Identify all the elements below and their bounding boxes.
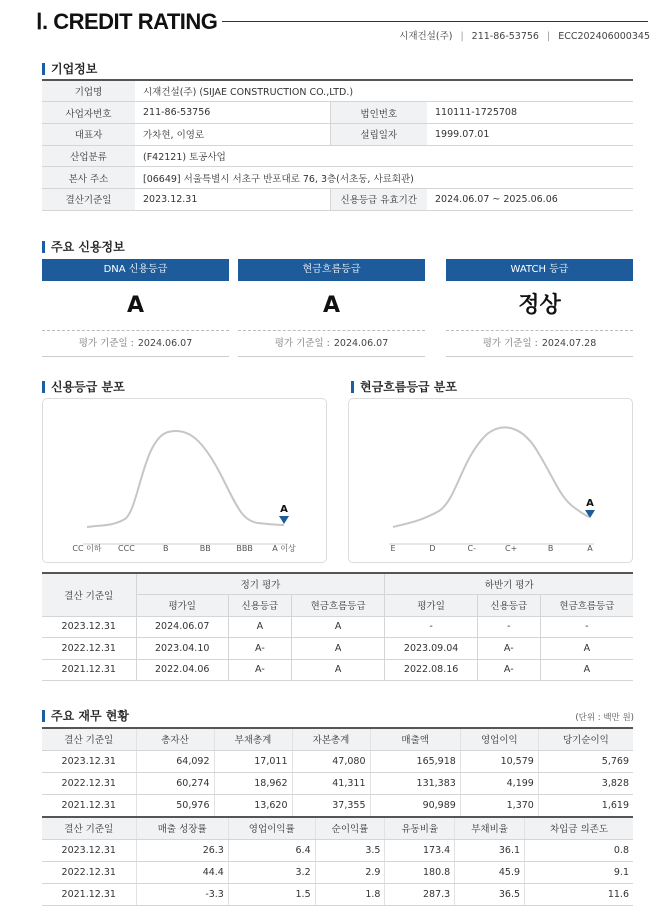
x-tick-label: E [390,544,396,553]
ceo-label: 대표자 [42,123,135,145]
hist-regular-header: 정기 평가 [136,573,385,594]
table-row: 2021.12.31 -3.3 1.5 1.8 287.3 36.5 11.6 [42,883,633,905]
card-value: 정상 [446,281,633,331]
ceo: 가차현, 이영로 [135,123,330,145]
card-value: A [238,281,425,331]
company-name-label: 기업명 [42,80,135,102]
x-tick-label: C- [467,544,477,553]
x-tick-label: D [429,544,436,553]
section-cash-dist: 현금흐름등급 분포 [351,378,457,395]
distribution-curve [87,431,284,527]
card-header: WATCH 등급 [446,259,633,281]
valid-period: 2024.06.07 ~ 2025.06.06 [427,188,633,210]
est-date-label: 설립일자 [330,123,427,145]
valid-period-label: 신용등급 유효기간 [330,188,427,210]
section-financial: 주요 재무 현황 [42,707,129,724]
biz-no: 211-86-53756 [135,102,330,124]
section-bar [42,63,45,75]
cash-dist-chart [348,398,633,563]
x-tick-label: A 이상 [272,544,296,553]
hist-subheader: 현금흐름등급 [540,594,633,616]
header-meta: 시재건설(주) | 211-86-53756 | ECC202406000345 [399,31,650,42]
table-row: 2022.12.31 44.4 3.2 2.9 180.8 45.9 9.1 [42,861,633,883]
x-tick-label: BBB [236,544,253,553]
report-title: Ⅰ. CREDIT RATING [36,9,218,34]
rating-marker [279,516,289,524]
hist-settle-header: 결산 기준일 [42,573,136,616]
financial-ratio-table: 결산 기준일 매출 성장률 영업이익률 순이익률 유동비율 부채비율 차입금 의존도 2023.12.31 26.3 6.4 3.5 173.4 36.1 0.8 2022.12.31 44.4 3.2 2.9 180.8 45.9 9.1 2021.12.31 -3.3 1.5 1.8 287.3 36.5 11.6 [42,816,633,906]
x-tick-label: B [547,544,554,553]
address: [06649] 서울특별시 서초구 반포대로 76, 3층(서초동, 사료회관) [135,167,633,189]
x-tick-label: CC 이하 [72,544,102,553]
hist-half-header: 하반기 평가 [385,573,633,594]
header-biz-no: 211-86-53756 [471,31,539,42]
table-row: 2023.12.31 2024.06.07 A A - - - [42,616,633,638]
title-divider [222,21,648,22]
hist-subheader: 평가일 [136,594,228,616]
section-bar [42,381,45,393]
corp-no: 110111-1725708 [427,102,633,124]
financial-table: 결산 기준일 총자산 부채총계 자본총계 매출액 영업이익 당기순이익 2023.12.31 64,092 17,011 47,080 165,918 10,579 5,769 2022.12.31 60,274 18,962 41,311 131,383 4,199 3,828 2021.12.31 50,976 13,620 37,355 90,989 1,370 1,619 [42,727,633,817]
table-row: 2023.12.31 64,092 17,011 47,080 165,918 10,579 5,769 [42,750,633,772]
card-date: 평가 기준일 : 2024.06.07 [238,331,425,357]
corp-no-label: 법인번호 [330,102,427,124]
est-date: 1999.07.01 [427,123,633,145]
section-company-info: 기업정보 [42,60,97,77]
settle-date: 2023.12.31 [135,188,330,210]
distribution-curve [393,427,589,527]
hist-subheader: 평가일 [385,594,477,616]
x-tick-label: BB [199,544,211,553]
industry-label: 산업분류 [42,145,135,167]
dna-rating-card [42,259,229,357]
table-row: 2023.12.31 26.3 6.4 3.5 173.4 36.1 0.8 [42,839,633,861]
card-header: 현금흐름등급 [238,259,425,281]
rating-marker-label: A [280,504,288,515]
x-tick-label: CCC [118,544,135,553]
table-row: 2022.12.31 2023.04.10 A- A 2023.09.04 A- A [42,638,633,660]
table-row: 2022.12.31 60,274 18,962 41,311 131,383 4,199 3,828 [42,772,633,794]
hist-subheader: 현금흐름등급 [291,594,385,616]
company-info-table [42,79,633,211]
card-value: A [42,281,229,331]
rating-history-table [42,572,633,681]
x-tick-label: A [587,544,593,553]
cashflow-rating-card [238,259,425,357]
section-bar [42,710,45,722]
cash-dist-svg [349,399,632,562]
address-label: 본사 주소 [42,167,135,189]
x-tick-label: B [163,544,169,553]
card-date: 평가 기준일 : 2024.06.07 [42,331,229,357]
section-credit-info: 주요 신용정보 [42,238,125,255]
section-bar [42,241,45,253]
table-row: 2021.12.31 2022.04.06 A- A 2022.08.16 A- A [42,659,633,681]
biz-no-label: 사업자번호 [42,102,135,124]
card-date: 평가 기준일 : 2024.07.28 [446,331,633,357]
settle-date-label: 결산기준일 [42,188,135,210]
table-row: 2021.12.31 50,976 13,620 37,355 90,989 1,370 1,619 [42,794,633,816]
watch-rating-card [446,259,633,357]
industry: (F42121) 토공사업 [135,145,633,167]
section-bar [351,381,354,393]
header-company: 시재건설(주) [399,31,453,42]
unit-note: (단위 : 백만 원) [575,713,634,723]
rating-marker-label: A [586,498,594,509]
hist-subheader: 신용등급 [477,594,540,616]
x-tick-label: C+ [505,544,518,553]
section-credit-dist: 신용등급 분포 [42,378,125,395]
credit-dist-chart [42,398,327,563]
card-header: DNA 신용등급 [42,259,229,281]
header-report-no: ECC202406000345 [558,31,650,42]
hist-subheader: 신용등급 [228,594,291,616]
credit-dist-svg [43,399,326,562]
company-name: 시재건설(주) (SIJAE CONSTRUCTION CO.,LTD.) [135,80,633,102]
